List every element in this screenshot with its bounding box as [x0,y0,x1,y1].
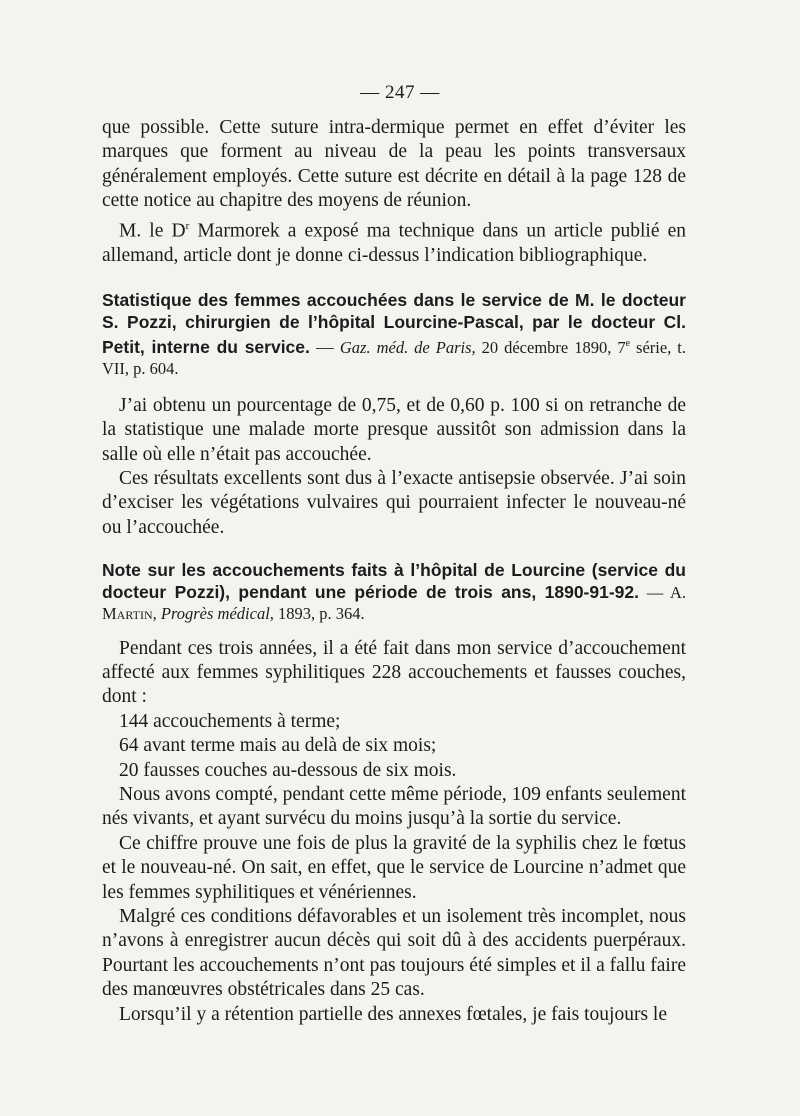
list-item: 64 avant terme mais au delà de six mois; [119,735,437,757]
section-1-paragraph-1: J’ai obtenu un pourcentage de 0,75, et de 0,60 p. 100 si on retranche de la statistique une malade morte presque aussitôt son admission dans la salle où elle n’était pas accouchée. [102,394,686,465]
section-2-ref-comma: , [152,604,161,623]
section-1-ref-sup: e [625,338,631,349]
section-1 [102,290,686,540]
section-2 [102,560,686,1027]
section-2-ref-post: , 1893, p. 364. [269,604,365,623]
delivery-list [102,710,686,783]
list-item: 144 accouchements à terme; [119,710,341,732]
section-2-paragraph-5: Lorsqu’il y a rétention partielle des annexes fœtales, je fais toujours le [119,1003,667,1025]
list-item: 20 fausses couches au-dessous de six mois. [119,759,457,781]
section-2-ref-pre: — A. [639,582,686,602]
section-2-title: Note sur les accouchements faits à l’hôpital de Lourcine (service du docteur Pozzi), pendant une période de trois ans, 1890-91-92. [102,560,686,602]
page-number: — 247 — [360,82,440,103]
section-2-paragraph-2: Nous avons compté, pendant cette même période, 109 enfants seulement nés vivants, et ayant survécu du moins jusqu’à la sortie du service. [102,783,686,830]
intro-block [102,116,686,268]
section-2-paragraph-3: Ce chiffre prouve une fois de plus la gravité de la syphilis chez le fœtus et le nouveau-né. On sait, en effet, que le service de Lourcine n’admet que les femmes syphilitiques et vénériennes. [102,832,686,903]
intro-p2-prefix: M. le D [119,220,186,242]
intro-p2-rest: Marmorek a exposé ma technique dans un article publié en allemand, article dont je donne ci-dessus l’indication bibliographique. [102,220,686,266]
section-1-ref-journal: Gaz. méd. de Paris, [339,337,476,357]
section-1-heading [102,290,686,380]
section-2-heading [102,560,686,625]
section-1-title: Statistique des femmes accouchées dans le service de M. le docteur S. Pozzi, chirurgien de l’hôpital Lourcine-Pascal, par le docteur Cl. Petit, interne du service. [102,290,686,357]
section-1-ref-series: série, t. VII, p. 604. [102,337,687,379]
section-2-paragraph-4: Malgré ces conditions défavorables et un isolement très incomplet, nous n’avons à enregistrer aucun décès qui soit dû à des accidents puerpéraux. Pourtant les accouchements n’ont pas toujours été simples et il a fallu faire des manœuvres obstétricales dans 25 cas. [102,905,686,1001]
section-2-ref-author: Martin [102,604,153,623]
section-1-paragraph-2: Ces résultats excellents sont dus à l’exacte antisepsie observée. J’ai soin d’exciser les végétations vulvaires qui pourraient infecter le nouveau-né ou l’accouchée. [102,468,686,538]
section-1-ref-dash: — [309,336,340,357]
intro-paragraph-1: que possible. Cette suture intra-dermique permet en effet d’éviter les marques que forment au niveau de la peau les points transversaux généralement employés. Cette suture est décrite en détail à la page 128 de cette notice au chapitre des moyens de réunion. [102,117,686,212]
section-2-paragraph-1: Pendant ces trois années, il a été fait dans mon service d’accouchement affecté aux femmes syphilitiques 228 accouchements et fausses couches, dont : [102,637,686,708]
section-2-ref-journal: Progrès médical [160,604,270,623]
intro-p2-sup: r [185,219,190,232]
section-1-ref-date: 20 décembre 1890, 7 [475,337,626,357]
intro-paragraph-2 [102,214,686,268]
